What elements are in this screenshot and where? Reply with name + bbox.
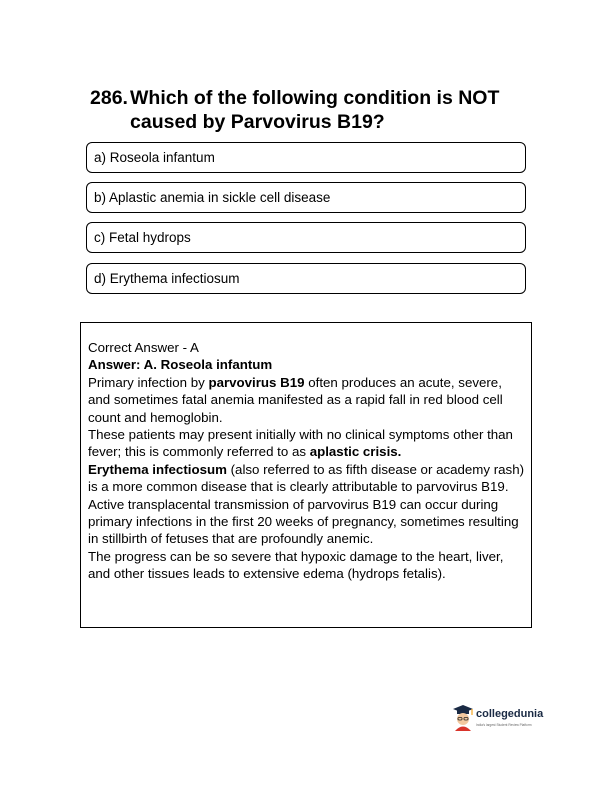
option-c[interactable]: c) Fetal hydrops [86, 222, 526, 253]
option-b[interactable]: b) Aplastic anemia in sickle cell disease [86, 182, 526, 213]
explanation-paragraph-2: These patients may present initially with no clinical symptoms other than fever; this is commonly referred to as aplastic crisis. [88, 427, 513, 460]
logo-brand-text: collegedunia [476, 708, 544, 720]
question-number: 286. [90, 87, 128, 109]
explanation-paragraph-5: The progress can be so severe that hypoxic damage to the heart, liver, and other tissues leads to extensive edema (hydrops fetalis). [88, 548, 504, 582]
explanation-paragraph-3: Erythema infectiosum (also referred to as fifth disease or academy rash) is a more common disease that is clearly attributable to parvovirus B19. [88, 461, 525, 495]
graduate-cap-icon [452, 704, 474, 732]
question-text: Which of the following condition is NOT caused by Parvovirus B19? [130, 87, 500, 133]
answer-heading: Answer: A. Roseola infantum [88, 357, 273, 373]
answer-explanation-box [80, 322, 532, 628]
option-a[interactable]: a) Roseola infantum [86, 142, 526, 173]
logo-tagline: India's largest Student Review Platform [476, 723, 532, 727]
collegedunia-logo [452, 704, 572, 740]
explanation-paragraph-1: Primary infection by parvovirus B19 often produces an acute, severe, and sometimes fatal anemia manifested as a rapid fall in red blood cell count and hemoglobin. [88, 374, 503, 425]
correct-answer-line: Correct Answer - A [88, 340, 199, 355]
option-d[interactable]: d) Erythema infectiosum [86, 263, 526, 294]
explanation-paragraph-4: Active transplacental transmission of parvovirus B19 can occur during primary infections in the first 20 weeks of pregnancy, sometimes resulting in stillbirth of fetuses that are profoundly anemic. [88, 496, 519, 547]
question-heading [90, 86, 530, 134]
